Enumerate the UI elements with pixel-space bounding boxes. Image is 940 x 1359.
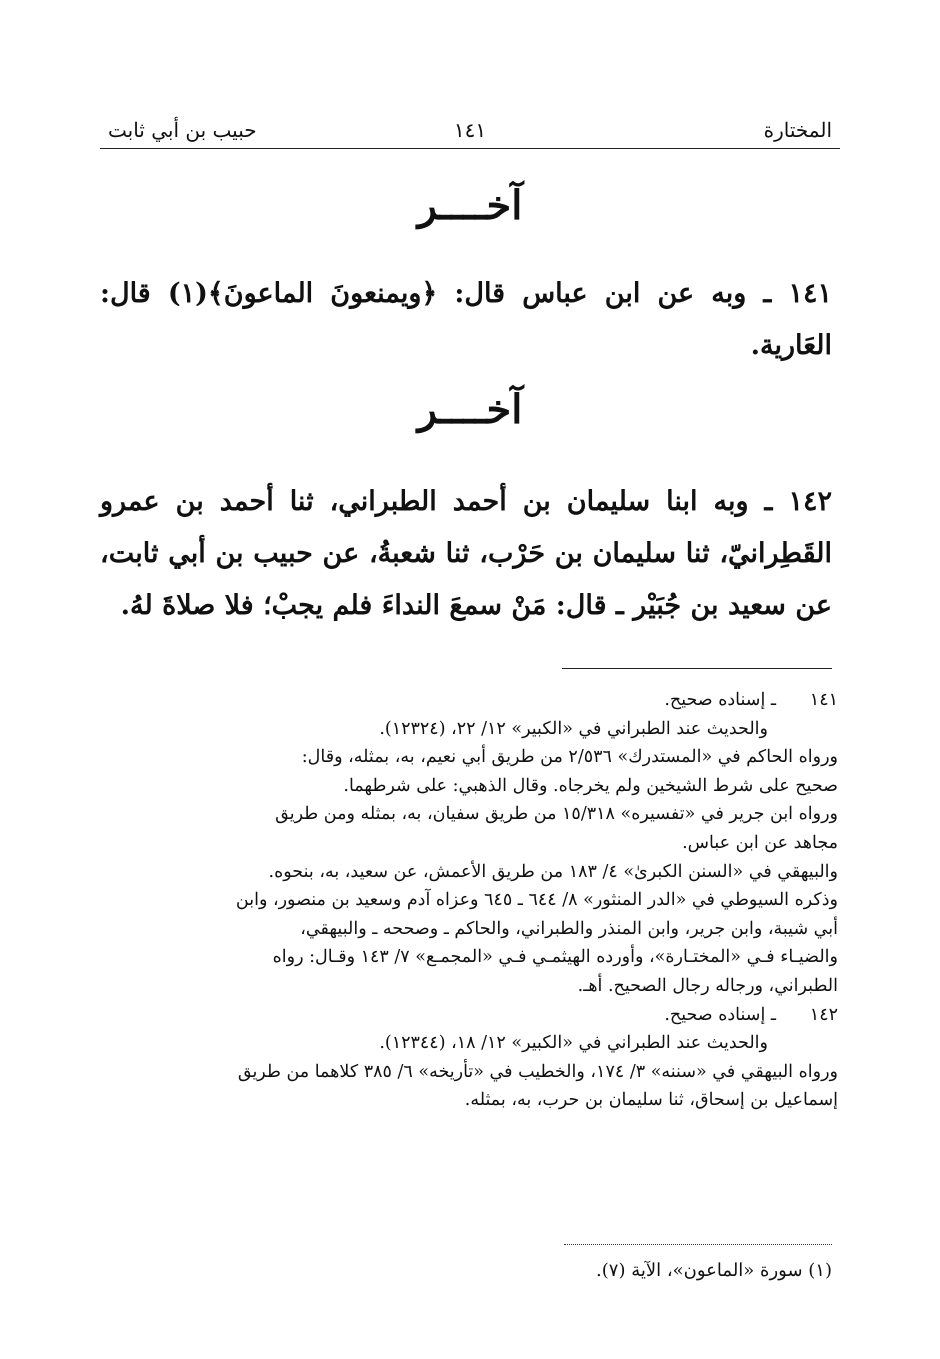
note-line: وذكره السيوطي في «الدر المنثور» ٨/ ٦٤٤ ـ ٦٤٥ وعزاه آدم وسعيد بن منصور، وابن [235,890,838,911]
note-line: أبي شيبة، وابن جرير، وابن المنذر والطبراني، والحاكم ـ وصححه ـ والبيهقي، [300,918,838,939]
note-line: مجاهد عن ابن عباس. [682,832,838,853]
footnote: (١) سورة «الماعون»، الآية (٧). [596,1260,832,1281]
chapter-title: حبيب بن أبي ثابت [108,118,257,142]
section-heading: آخــــر [417,386,523,433]
note-line: ورواه ابن جرير في «تفسيره» ١٥/٣١٨ من طريق سفيان، به، بمثله ومن طريق [275,804,838,825]
note-line: الطبراني، ورجاله رجال الصحيح. أهـ. [577,975,838,996]
note-line: والضيـاء فـي «المختـارة»، وأورده الهيثمـي فـي «المجمـع» ٧/ ١٤٣ وقـال: رواه [272,947,838,968]
commentary-notes [100,686,838,1115]
note-head-142 [100,1001,838,1030]
hadith-text: ـ وبه عن ابن عباس قال: ﴿ويمنعونَ الماعونَ﴾(١) قال: العَارية. [100,278,832,361]
hadith-141 [100,268,832,372]
note-line: إسماعيل بن إسحاق، ثنا سليمان بن حرب، به، بمثله. [464,1090,838,1111]
hadith-number: ١٤٢ [788,486,832,517]
running-header [100,112,840,149]
note-head-141 [100,686,838,715]
note-line: ورواه البيهقي في «سننه» ٣/ ١٧٤، والخطيب في «تأريخه» ٦/ ٣٨٥ كلاهما من طريق [237,1061,838,1082]
section-heading: آخــــر [417,182,523,229]
notes-divider [562,668,832,669]
note-number: ١٤١ [809,690,838,710]
note-line: والبيهقي في «السنن الكبرىٰ» ٤/ ١٨٣ من طريق الأعمش، عن سعيد، به، بنحوه. [268,861,838,882]
page-number: ١٤١ [453,118,487,142]
hadith-number: ١٤١ [788,278,832,309]
hadith-142 [100,476,832,632]
footnote-divider [564,1244,832,1245]
book-title: المختارة [763,118,832,142]
note-verdict: ـ إسناده صحيح. [664,690,776,710]
note-line: ورواه الحاكم في «المستدرك» ٢/٥٣٦ من طريق أبي نعيم، به، بمثله، وقال: [301,747,838,768]
hadith-text: ـ وبه ابنا سليمان بن أحمد الطبراني، ثنا أحمد بن عمرو القَطِرانيّ، ثنا سليمان بن حَرْب، ثنا شعبةُ، عن حبيب بن أبي ثابت، عن سعيد بن جُبَيْر ـ قال: مَنْ سمعَ النداءَ فلم يجبْ؛ فلا صلاةَ لهُ. [100,486,832,621]
note-line: صحيح على شرط الشيخين ولم يخرجاه. وقال الذهبي: على شرطهما. [343,775,838,796]
note-verdict: ـ إسناده صحيح. [664,1004,776,1025]
note-number: ١٤٢ [809,1004,838,1025]
note-line: والحديث عند الطبراني في «الكبير» ١٢/ ٢٢، (١٢٣٢٤). [379,718,768,739]
note-line: والحديث عند الطبراني في «الكبير» ١٢/ ١٨، (١٢٣٤٤). [379,1033,768,1054]
